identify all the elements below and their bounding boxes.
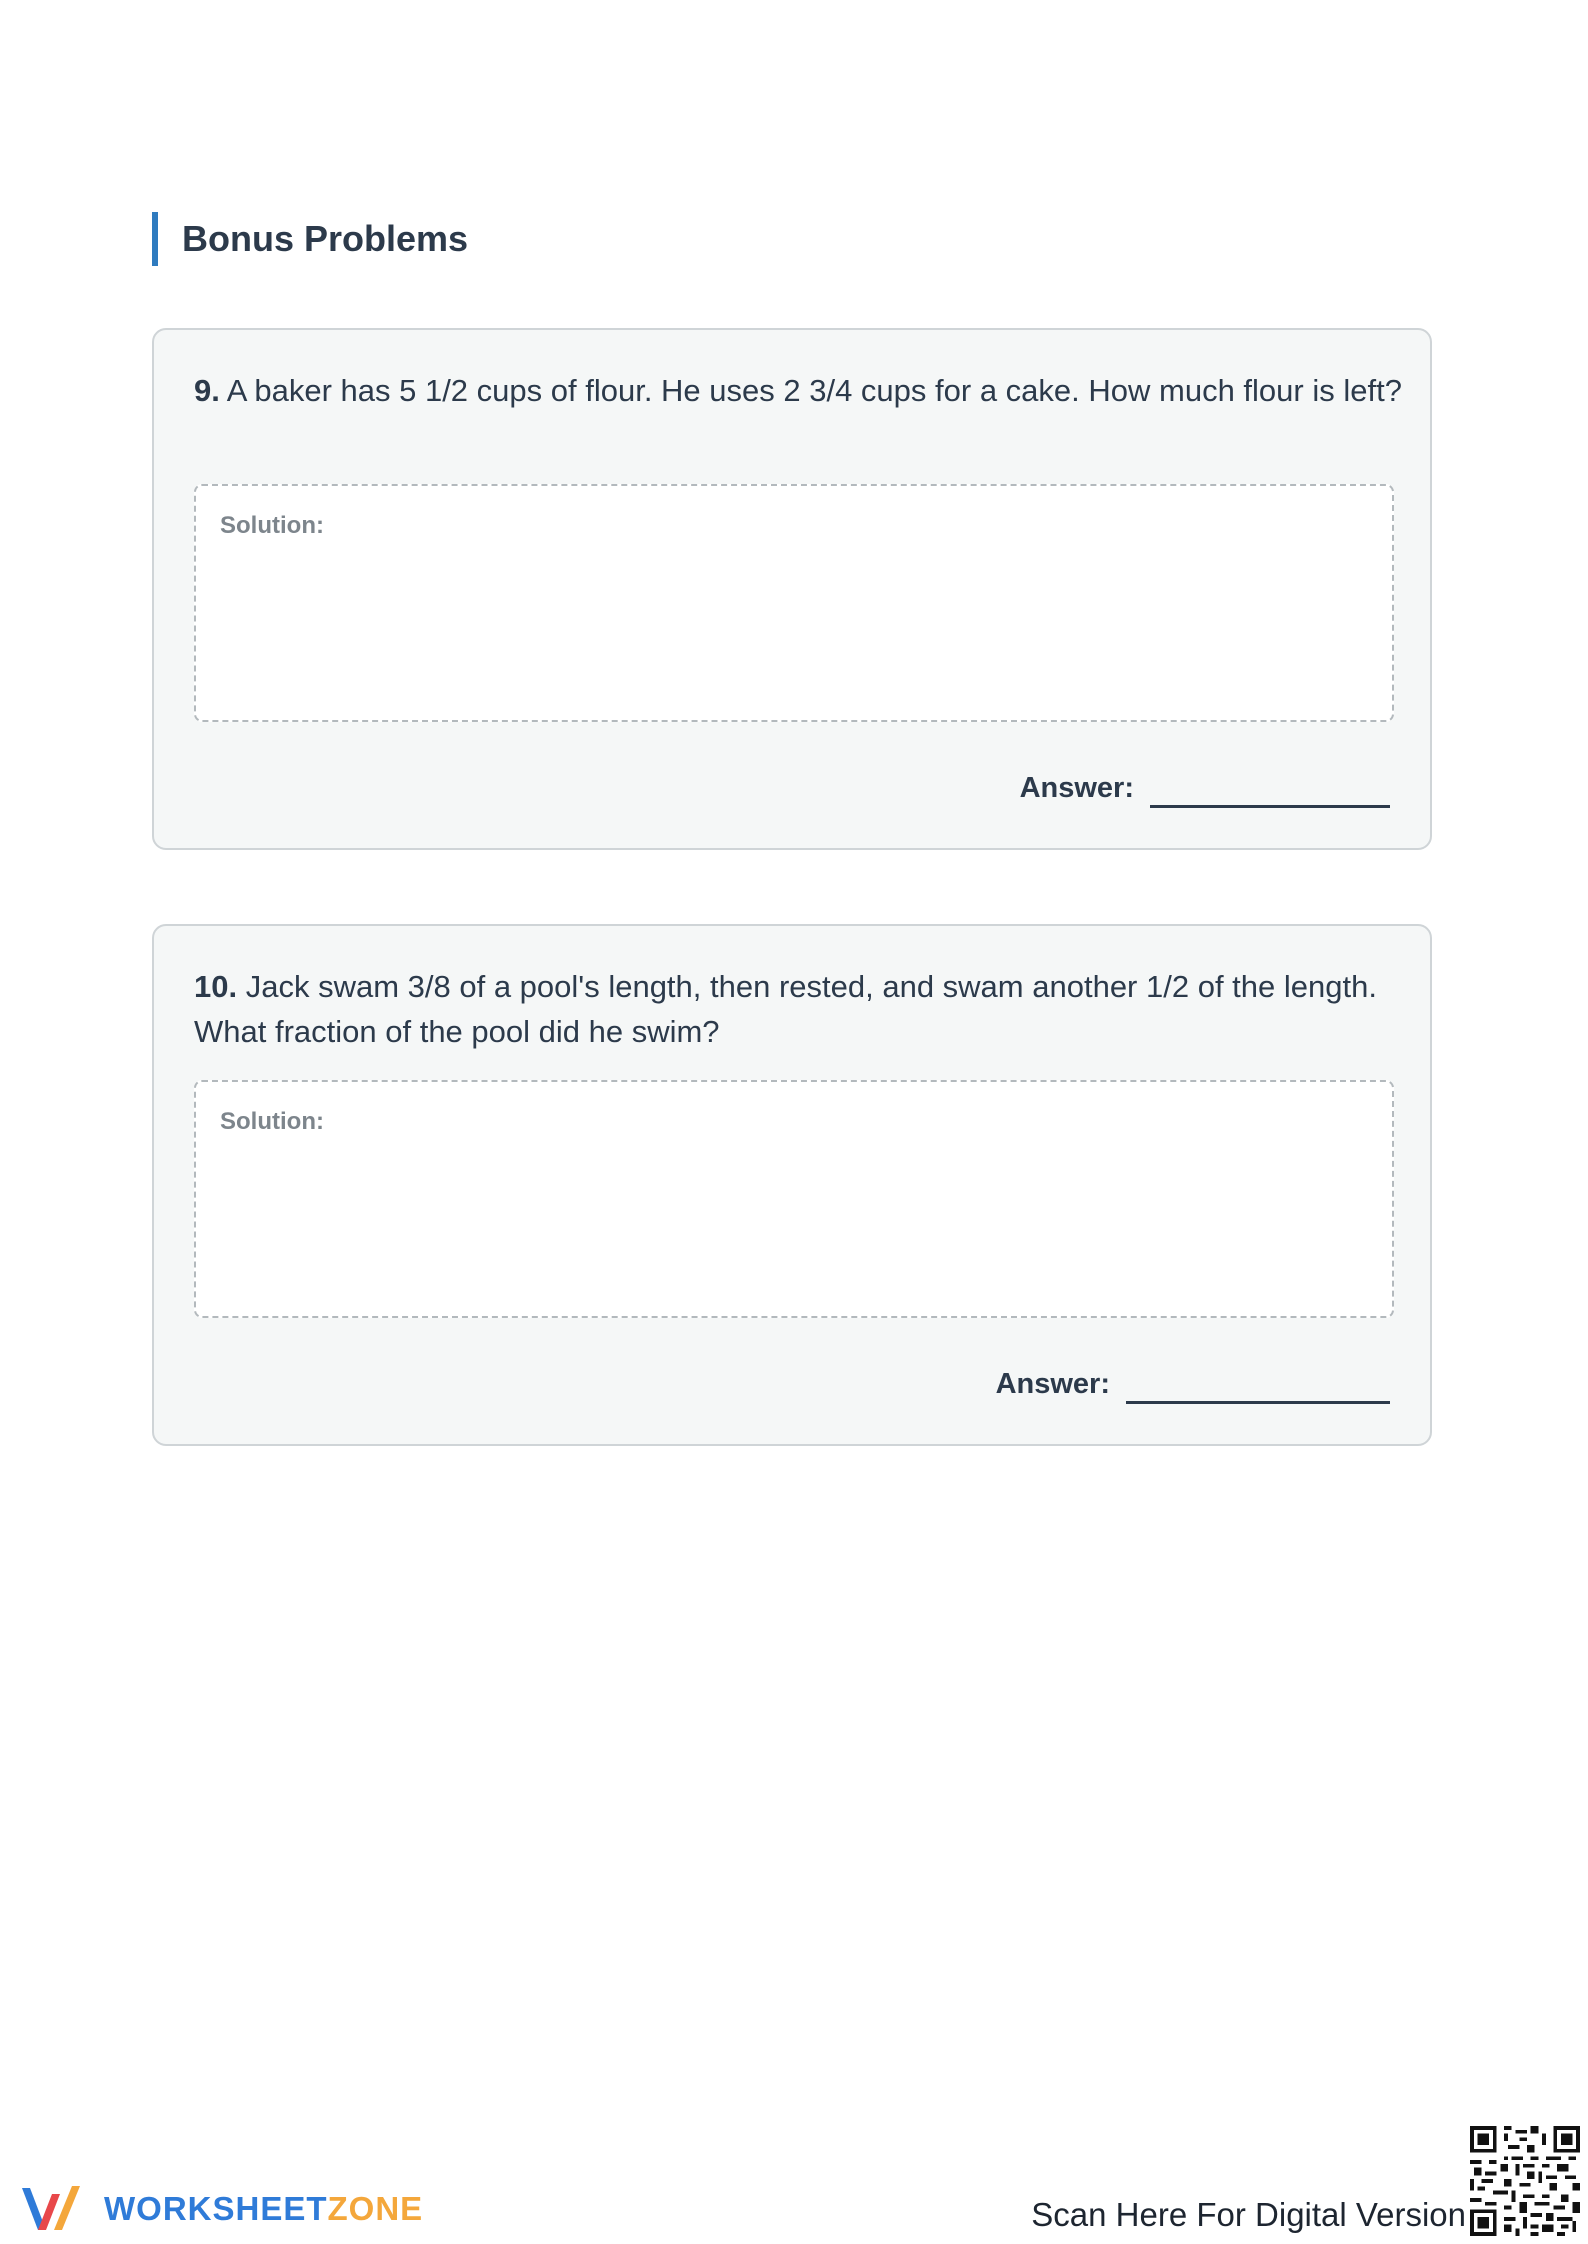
- problem-card-10: [152, 924, 1432, 1446]
- answer-blank[interactable]: [1126, 1365, 1390, 1404]
- solution-box[interactable]: [194, 1080, 1394, 1318]
- problem-card-9: [152, 328, 1432, 850]
- question-body: A baker has 5 1/2 cups of flour. He uses 2 3/4 cups for a cake. How much flour is left?: [226, 373, 1402, 408]
- solution-label: Solution:: [220, 512, 324, 539]
- question-body: Jack swam 3/8 of a pool's length, then rested, and swam another 1/2 of the length. What fraction of the pool did he swim?: [194, 969, 1377, 1049]
- scan-text: Scan Here For Digital Version: [1031, 2196, 1466, 2233]
- question-text: [194, 368, 1404, 413]
- section-title: [152, 212, 468, 266]
- answer-label: Answer:: [995, 1368, 1110, 1400]
- question-number: 9.: [194, 373, 220, 408]
- answer-row: [1020, 768, 1390, 808]
- logo-mark-icon: [18, 2182, 92, 2236]
- answer-label: Answer:: [1019, 772, 1134, 804]
- solution-box[interactable]: [194, 484, 1394, 722]
- worksheetzone-logo[interactable]: [18, 2182, 423, 2236]
- question-number: 10.: [194, 969, 238, 1004]
- answer-blank[interactable]: [1150, 769, 1390, 808]
- solution-label: Solution:: [220, 1108, 324, 1135]
- logo-text: WORKSHEETZONE: [104, 2190, 424, 2227]
- answer-row: [996, 1364, 1390, 1404]
- section-title-text: Bonus Problems: [182, 218, 469, 259]
- question-text: [194, 964, 1404, 1054]
- qr-code-icon[interactable]: [1470, 2126, 1580, 2236]
